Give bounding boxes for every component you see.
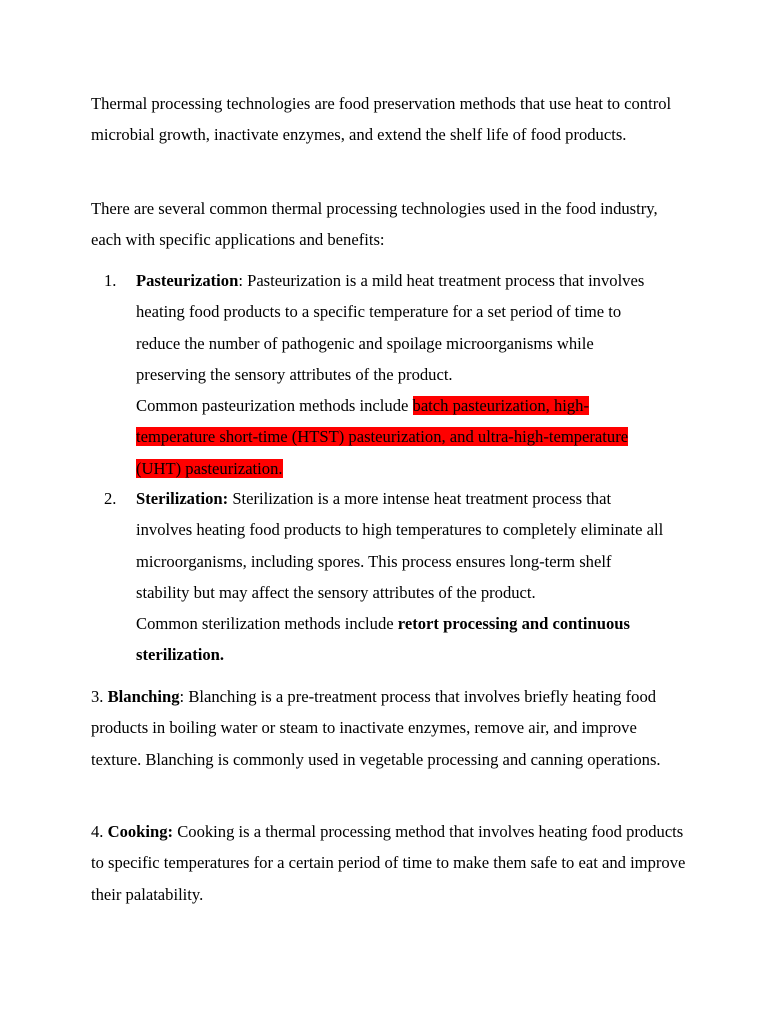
- list-item-body: [136, 265, 666, 484]
- list-item-pasteurization: [91, 265, 691, 484]
- term-description: Pasteurization is a mild heat treatment process that involves heating food products to a specific temperature for a set period of time to reduce the number of pathogenic and spoilage microorganisms while preserving the sensory attributes of the product.: [136, 271, 645, 384]
- highlighted-methods: batch pasteurization, high-temperature short-time (HTST) pasteurization, and ultra-high-temperature (UHT) pasteurization.: [136, 396, 629, 478]
- list-number: 1.: [104, 271, 117, 290]
- term-pasteurization: Pasteurization: [136, 271, 239, 290]
- term-cooking: Cooking:: [107, 822, 174, 841]
- paragraph-blanching: [91, 681, 691, 775]
- paragraph-cooking: [91, 816, 691, 910]
- list-item-sterilization: [91, 483, 691, 671]
- bold-methods: retort processing and continuous sterilization.: [136, 614, 630, 665]
- list-number: 2.: [104, 489, 117, 508]
- term-separator: :: [238, 271, 243, 290]
- list-item-body: [136, 483, 666, 671]
- term-description: Cooking is a thermal processing method that involves heating food products to specific temperatures for a certain period of time to make them safe to eat and improve their palatability.: [91, 822, 686, 904]
- list-number: 4.: [91, 822, 104, 841]
- list-number: 3.: [91, 687, 104, 706]
- intro-paragraph-1: Thermal processing technologies are food preservation methods that use heat to control microbial growth, inactivate enzymes, and extend the shelf life of food products.: [91, 94, 672, 145]
- intro-paragraph-2: There are several common thermal processing technologies used in the food industry, each with specific applications and benefits:: [91, 199, 658, 250]
- term-separator: :: [179, 687, 185, 706]
- methods-lead: Common sterilization methods include: [136, 614, 398, 634]
- term-blanching: Blanching: [107, 687, 180, 706]
- term-description: Blanching is a pre-treatment process that involves briefly heating food products in boiling water or steam to inactivate enzymes, remove air, and improve texture. Blanching is commonly used in vegetable processing and canning operations.: [91, 687, 661, 769]
- methods-lead: Common pasteurization methods include: [136, 396, 413, 416]
- term-description: Sterilization is a more intense heat treatment process that involves heating food products to high temperatures to completely eliminate all microorganisms, including spores. This process ensures long-term shelf stability but may affect the sensory attributes of the product.: [136, 489, 664, 602]
- term-sterilization: Sterilization:: [136, 489, 229, 508]
